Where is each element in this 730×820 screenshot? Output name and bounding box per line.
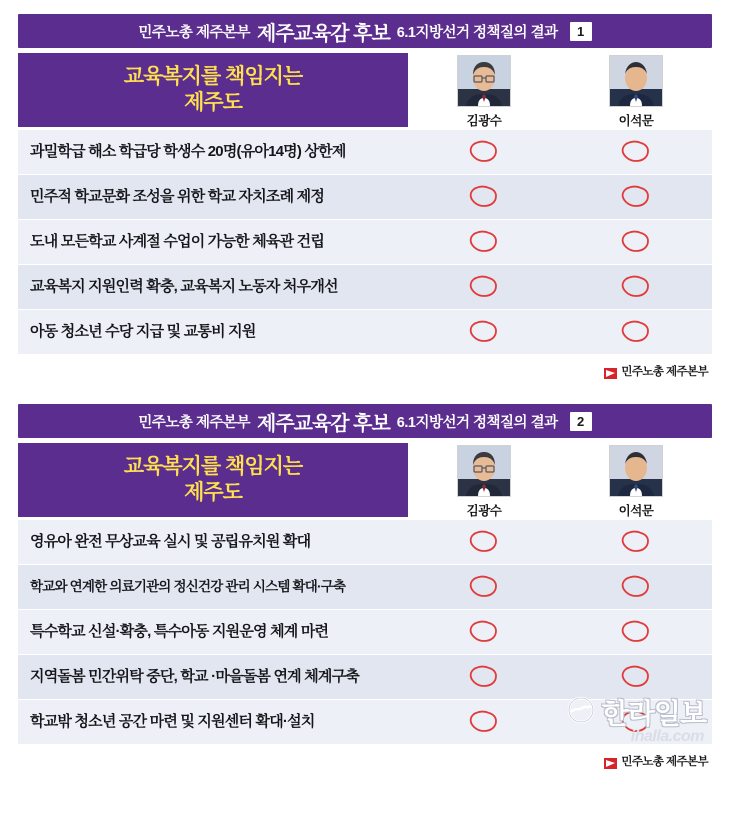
card-2-topic-line-1: 교육복지를 책임지는 [123,455,303,479]
answer-marks [408,175,712,219]
card-2-title-sub: 6.1지방선거 정책질의 결과 [396,414,558,431]
answer-marks [408,265,712,309]
card-1-page-number: 1 [570,22,592,41]
answer-marks [408,130,712,174]
o-mark-icon [424,229,544,255]
answer-marks [408,700,712,744]
card-2-candidate-1-name: 김광수 [466,504,502,518]
card-1-title-bar [18,14,712,48]
o-mark-icon [424,319,544,345]
table-row [18,565,712,610]
o-mark-icon [576,229,696,255]
candidate-photo [609,445,663,497]
table-row [18,130,712,175]
candidate-photo [457,55,511,107]
card-1-footer [18,355,712,380]
answer-marks [408,610,712,654]
o-mark-icon [424,709,544,735]
card-2-candidate-1 [424,445,544,519]
question-text: 교육복지 지원인력 확충, 교육복지 노동자 처우개선 [30,278,338,295]
question-text: 아동 청소년 수당 지급 및 교통비 지원 [30,323,256,340]
card-1-topic-line-2: 제주도 [184,91,242,114]
card-2-topic-line-2: 제주도 [184,481,242,504]
table-row [18,310,712,355]
o-mark-icon [576,574,696,600]
watermark-name: 한라일보 [601,698,706,729]
watermark-sub: ihalla.com [630,728,704,745]
card-2-page-number: 2 [570,412,592,431]
o-mark-icon [424,664,544,690]
card-1-candidate-2 [576,55,696,129]
answer-marks [408,655,712,699]
union-flag-icon [604,756,617,767]
question-text: 과밀학급 해소 학급당 학생수 20명(유아14명) 상한제 [30,143,346,160]
table-row [18,175,712,220]
card-2-candidate-2-name: 이석문 [618,504,654,518]
question-text: 특수학교 신설·확충, 특수아동 지원운영 체계 마련 [30,623,329,640]
card-1-topic-line-1: 교육복지를 책임지는 [123,65,303,89]
card-1-candidate-1-name: 김광수 [466,114,502,128]
card-2-footer-text: 민주노총 제주본부 [621,756,708,768]
table-row [18,220,712,265]
o-mark-icon [424,139,544,165]
answer-marks [408,565,712,609]
card-1-header-row [18,53,712,127]
card-2-footer [18,745,712,770]
card-2-title-bar [18,404,712,438]
candidate-photo [457,445,511,497]
o-mark-icon [576,619,696,645]
answer-marks [408,310,712,354]
question-text: 도내 모든학교 사계절 수업이 가능한 체육관 건립 [30,233,325,250]
card-1-topic [18,53,408,127]
table-row [18,520,712,565]
o-mark-icon [424,274,544,300]
card-1-candidates [408,53,712,127]
o-mark-icon [576,664,696,690]
card-1-candidate-2-name: 이석문 [618,114,654,128]
table-row [18,700,712,745]
question-text: 민주적 학교문화 조성을 위한 학교 자치조례 제정 [30,188,325,205]
result-card-2 [18,404,712,770]
card-1-footer-text: 민주노총 제주본부 [621,366,708,378]
o-mark-icon [424,529,544,555]
answer-marks [408,220,712,264]
card-2-rows [18,520,712,745]
result-card-1 [18,14,712,380]
question-text: 학교밖 청소년 공간 마련 및 지원센터 확대·설치 [30,713,315,730]
table-row [18,265,712,310]
o-mark-icon [424,619,544,645]
card-2-topic [18,443,408,517]
candidate-photo [609,55,663,107]
table-row [18,610,712,655]
card-1-rows [18,130,712,355]
question-text: 영유아 완전 무상교육 실시 및 공립유치원 확대 [30,533,311,550]
card-2-title-main: 제주교육감 후보 [257,412,390,435]
card-1-title-main: 제주교육감 후보 [257,22,390,45]
o-mark-icon [424,574,544,600]
table-row [18,655,712,700]
card-2-candidates [408,443,712,517]
card-1-title-sub: 6.1지방선거 정책질의 결과 [396,24,558,41]
card-1-candidate-1 [424,55,544,129]
o-mark-icon [576,319,696,345]
union-flag-icon [604,366,617,377]
question-text: 학교와 연계한 의료기관의 정신건강 관리 시스템 확대·구축 [30,578,346,594]
answer-marks [408,520,712,564]
o-mark-icon [576,529,696,555]
o-mark-icon [576,184,696,210]
card-2-candidate-2 [576,445,696,519]
card-2-title-org: 민주노총 제주본부 [138,414,250,431]
question-text: 지역돌봄 민간위탁 중단, 학교 ·마을돌봄 연계 체계구축 [30,668,359,685]
o-mark-icon [424,184,544,210]
card-1-title-org: 민주노총 제주본부 [138,24,250,41]
o-mark-icon [576,139,696,165]
card-2-header-row [18,443,712,517]
o-mark-icon [576,274,696,300]
o-mark-icon [576,709,696,735]
